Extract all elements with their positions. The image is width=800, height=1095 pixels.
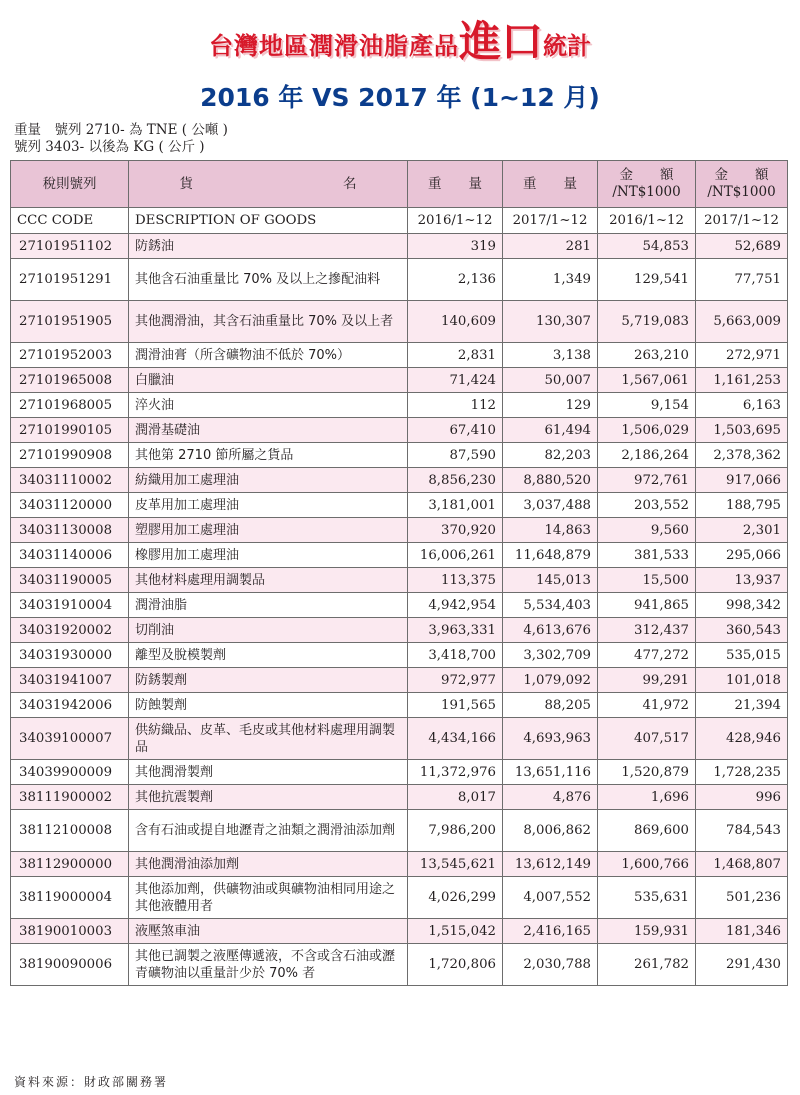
cell-weight-2017: 88,205 bbox=[503, 693, 598, 718]
cell-weight-2016: 4,434,166 bbox=[408, 718, 503, 760]
cell-amount-2017: 6,163 bbox=[696, 393, 788, 418]
cell-weight-2017: 130,307 bbox=[503, 301, 598, 343]
table-row bbox=[11, 593, 788, 618]
cell-weight-2017: 5,534,403 bbox=[503, 593, 598, 618]
source-note: 資料來源：財政部關務署 bbox=[14, 1075, 169, 1089]
cell-description: 潤滑基礎油 bbox=[129, 418, 408, 443]
cell-code: 34031920002 bbox=[11, 618, 129, 643]
cell-amount-2016: 1,696 bbox=[598, 785, 696, 810]
cell-weight-2016: 13,545,621 bbox=[408, 852, 503, 877]
cell-weight-2017: 3,302,709 bbox=[503, 643, 598, 668]
cell-description: 其他材料處理用調製品 bbox=[129, 568, 408, 593]
cell-description: 液壓煞車油 bbox=[129, 919, 408, 944]
table-row bbox=[11, 468, 788, 493]
cell-amount-2016: 15,500 bbox=[598, 568, 696, 593]
cell-weight-2017: 3,138 bbox=[503, 343, 598, 368]
cell-amount-2016: 1,506,029 bbox=[598, 418, 696, 443]
unit-note-2: 號列 3403- 以後為 KG ( 公斤 ) bbox=[14, 139, 205, 155]
cell-code: 38190010003 bbox=[11, 919, 129, 944]
cell-amount-2016: 99,291 bbox=[598, 668, 696, 693]
table-row bbox=[11, 944, 788, 986]
cell-amount-2016: 972,761 bbox=[598, 468, 696, 493]
header-amount-2016-line2: /NT$1000 bbox=[612, 184, 681, 200]
cell-amount-2017: 272,971 bbox=[696, 343, 788, 368]
cell-weight-2017: 1,349 bbox=[503, 259, 598, 301]
table-row bbox=[11, 668, 788, 693]
header-amount-2017 bbox=[696, 161, 788, 208]
cell-amount-2017: 181,346 bbox=[696, 919, 788, 944]
cell-amount-2016: 9,154 bbox=[598, 393, 696, 418]
table-row bbox=[11, 618, 788, 643]
cell-amount-2017: 360,543 bbox=[696, 618, 788, 643]
cell-code: 27101951291 bbox=[11, 259, 129, 301]
cell-description: 潤滑油膏（所含礦物油不低於 70%） bbox=[129, 343, 408, 368]
cell-code: 27101951102 bbox=[11, 234, 129, 259]
cell-weight-2016: 4,942,954 bbox=[408, 593, 503, 618]
cell-amount-2017: 501,236 bbox=[696, 877, 788, 919]
table-row bbox=[11, 234, 788, 259]
cell-amount-2017: 5,663,009 bbox=[696, 301, 788, 343]
cell-code: 38119000004 bbox=[11, 877, 129, 919]
table-row bbox=[11, 518, 788, 543]
cell-weight-2016: 67,410 bbox=[408, 418, 503, 443]
cell-code: 38112900000 bbox=[11, 852, 129, 877]
cell-weight-2016: 4,026,299 bbox=[408, 877, 503, 919]
table-row bbox=[11, 418, 788, 443]
cell-description: 其他潤滑製劑 bbox=[129, 760, 408, 785]
table-row bbox=[11, 443, 788, 468]
cell-weight-2016: 113,375 bbox=[408, 568, 503, 593]
cell-weight-2017: 13,651,116 bbox=[503, 760, 598, 785]
cell-amount-2016: 535,631 bbox=[598, 877, 696, 919]
table-row bbox=[11, 693, 788, 718]
table-row bbox=[11, 919, 788, 944]
cell-weight-2017: 13,612,149 bbox=[503, 852, 598, 877]
cell-description: 其他潤滑油，其含石油重量比 70% 及以上者 bbox=[129, 301, 408, 343]
cell-amount-2017: 1,728,235 bbox=[696, 760, 788, 785]
header-amount-2016 bbox=[598, 161, 696, 208]
cell-weight-2016: 3,418,700 bbox=[408, 643, 503, 668]
cell-weight-2017: 82,203 bbox=[503, 443, 598, 468]
cell-weight-2016: 71,424 bbox=[408, 368, 503, 393]
header-weight-2017: 重 量 bbox=[503, 161, 598, 208]
cell-code: 34031130008 bbox=[11, 518, 129, 543]
table-row bbox=[11, 259, 788, 301]
cell-code: 27101952003 bbox=[11, 343, 129, 368]
cell-code: 27101990908 bbox=[11, 443, 129, 468]
cell-weight-2016: 8,017 bbox=[408, 785, 503, 810]
cell-amount-2016: 2,186,264 bbox=[598, 443, 696, 468]
cell-amount-2016: 312,437 bbox=[598, 618, 696, 643]
cell-description: 其他添加劑，供礦物油或與礦物油相同用途之其他液體用者 bbox=[129, 877, 408, 919]
subheader-amount-2017: 2017/1~12 bbox=[696, 208, 788, 234]
cell-code: 27101965008 bbox=[11, 368, 129, 393]
cell-weight-2016: 370,920 bbox=[408, 518, 503, 543]
cell-description: 白臘油 bbox=[129, 368, 408, 393]
cell-code: 34031930000 bbox=[11, 643, 129, 668]
cell-description: 供紡織品、皮革、毛皮或其他材料處理用調製品 bbox=[129, 718, 408, 760]
cell-amount-2017: 1,161,253 bbox=[696, 368, 788, 393]
cell-amount-2017: 2,378,362 bbox=[696, 443, 788, 468]
cell-description: 塑膠用加工處理油 bbox=[129, 518, 408, 543]
cell-description: 橡膠用加工處理油 bbox=[129, 543, 408, 568]
cell-code: 27101990105 bbox=[11, 418, 129, 443]
cell-code: 34031941007 bbox=[11, 668, 129, 693]
cell-amount-2016: 381,533 bbox=[598, 543, 696, 568]
header-code: 稅則號列 bbox=[11, 161, 129, 208]
cell-weight-2016: 2,831 bbox=[408, 343, 503, 368]
cell-weight-2017: 145,013 bbox=[503, 568, 598, 593]
cell-description: 其他潤滑油添加劑 bbox=[129, 852, 408, 877]
table-row bbox=[11, 643, 788, 668]
cell-code: 27101951905 bbox=[11, 301, 129, 343]
header-goods-right: 名 bbox=[343, 175, 357, 192]
cell-weight-2016: 972,977 bbox=[408, 668, 503, 693]
table-row bbox=[11, 718, 788, 760]
cell-weight-2016: 3,181,001 bbox=[408, 493, 503, 518]
page-subtitle: 2016 年 VS 2017 年 (1~12 月) bbox=[200, 83, 600, 112]
cell-amount-2016: 869,600 bbox=[598, 810, 696, 852]
header-amount-2017-line1: 金 額 bbox=[714, 167, 769, 183]
cell-weight-2016: 1,515,042 bbox=[408, 919, 503, 944]
cell-code: 27101968005 bbox=[11, 393, 129, 418]
cell-weight-2017: 4,007,552 bbox=[503, 877, 598, 919]
subheader-weight-2016: 2016/1~12 bbox=[408, 208, 503, 234]
cell-weight-2016: 3,963,331 bbox=[408, 618, 503, 643]
cell-weight-2017: 3,037,488 bbox=[503, 493, 598, 518]
cell-amount-2017: 291,430 bbox=[696, 944, 788, 986]
cell-weight-2016: 1,720,806 bbox=[408, 944, 503, 986]
subheader-amount-2016: 2016/1~12 bbox=[598, 208, 696, 234]
cell-weight-2016: 112 bbox=[408, 393, 503, 418]
cell-code: 34039100007 bbox=[11, 718, 129, 760]
cell-description: 潤滑油脂 bbox=[129, 593, 408, 618]
cell-weight-2017: 8,880,520 bbox=[503, 468, 598, 493]
cell-description: 其他含石油重量比 70% 及以上之摻配油料 bbox=[129, 259, 408, 301]
cell-amount-2017: 784,543 bbox=[696, 810, 788, 852]
table-row bbox=[11, 493, 788, 518]
cell-weight-2016: 16,006,261 bbox=[408, 543, 503, 568]
cell-code: 34031140006 bbox=[11, 543, 129, 568]
cell-weight-2016: 319 bbox=[408, 234, 503, 259]
title-part-3: 統計 bbox=[543, 32, 591, 60]
cell-weight-2016: 11,372,976 bbox=[408, 760, 503, 785]
cell-amount-2016: 159,931 bbox=[598, 919, 696, 944]
cell-code: 34039900009 bbox=[11, 760, 129, 785]
header-amount-2016-line1: 金 額 bbox=[619, 167, 674, 183]
table-row bbox=[11, 760, 788, 785]
cell-amount-2017: 188,795 bbox=[696, 493, 788, 518]
cell-code: 34031910004 bbox=[11, 593, 129, 618]
cell-description: 其他抗震製劑 bbox=[129, 785, 408, 810]
cell-amount-2016: 5,719,083 bbox=[598, 301, 696, 343]
cell-weight-2016: 7,986,200 bbox=[408, 810, 503, 852]
cell-amount-2017: 101,018 bbox=[696, 668, 788, 693]
cell-amount-2017: 77,751 bbox=[696, 259, 788, 301]
cell-amount-2016: 1,520,879 bbox=[598, 760, 696, 785]
cell-amount-2017: 52,689 bbox=[696, 234, 788, 259]
table-row bbox=[11, 810, 788, 852]
header-goods bbox=[129, 161, 408, 208]
cell-amount-2017: 428,946 bbox=[696, 718, 788, 760]
cell-description: 紡織用加工處理油 bbox=[129, 468, 408, 493]
cell-code: 34031942006 bbox=[11, 693, 129, 718]
cell-code: 34031190005 bbox=[11, 568, 129, 593]
cell-amount-2017: 1,468,807 bbox=[696, 852, 788, 877]
cell-weight-2016: 191,565 bbox=[408, 693, 503, 718]
cell-weight-2016: 2,136 bbox=[408, 259, 503, 301]
title-part-1: 台灣地區潤滑油脂產品 bbox=[208, 32, 459, 60]
cell-weight-2017: 129 bbox=[503, 393, 598, 418]
cell-code: 38112100008 bbox=[11, 810, 129, 852]
cell-description: 含有石油或提自地瀝青之油類之潤滑油添加劑 bbox=[129, 810, 408, 852]
cell-amount-2017: 998,342 bbox=[696, 593, 788, 618]
cell-weight-2017: 14,863 bbox=[503, 518, 598, 543]
cell-description: 皮革用加工處理油 bbox=[129, 493, 408, 518]
header-goods-left: 貨 bbox=[179, 175, 193, 192]
cell-weight-2017: 4,613,676 bbox=[503, 618, 598, 643]
cell-amount-2016: 9,560 bbox=[598, 518, 696, 543]
cell-weight-2017: 8,006,862 bbox=[503, 810, 598, 852]
cell-amount-2016: 407,517 bbox=[598, 718, 696, 760]
cell-amount-2017: 917,066 bbox=[696, 468, 788, 493]
cell-amount-2016: 41,972 bbox=[598, 693, 696, 718]
cell-amount-2017: 996 bbox=[696, 785, 788, 810]
import-statistics-table bbox=[10, 160, 788, 986]
table-row bbox=[11, 877, 788, 919]
cell-amount-2017: 13,937 bbox=[696, 568, 788, 593]
unit-note-1: 重量 號列 2710- 為 TNE ( 公噸 ) bbox=[14, 122, 228, 138]
cell-weight-2017: 4,876 bbox=[503, 785, 598, 810]
cell-weight-2016: 140,609 bbox=[408, 301, 503, 343]
cell-amount-2016: 203,552 bbox=[598, 493, 696, 518]
cell-amount-2017: 1,503,695 bbox=[696, 418, 788, 443]
cell-amount-2016: 263,210 bbox=[598, 343, 696, 368]
cell-weight-2017: 11,648,879 bbox=[503, 543, 598, 568]
cell-weight-2016: 8,856,230 bbox=[408, 468, 503, 493]
cell-weight-2017: 4,693,963 bbox=[503, 718, 598, 760]
cell-description: 其他第 2710 節所屬之貨品 bbox=[129, 443, 408, 468]
title-part-2: 進口 bbox=[458, 17, 543, 66]
cell-weight-2017: 2,416,165 bbox=[503, 919, 598, 944]
cell-code: 34031110002 bbox=[11, 468, 129, 493]
subheader-weight-2017: 2017/1~12 bbox=[503, 208, 598, 234]
cell-description: 淬火油 bbox=[129, 393, 408, 418]
table-subheader-row bbox=[11, 208, 788, 234]
subheader-desc: DESCRIPTION OF GOODS bbox=[129, 208, 408, 234]
cell-amount-2016: 477,272 bbox=[598, 643, 696, 668]
cell-code: 38190090006 bbox=[11, 944, 129, 986]
cell-description: 其他已調製之液壓傳遞液，不含或含石油或瀝青礦物油以重量計少於 70% 者 bbox=[129, 944, 408, 986]
table-row bbox=[11, 568, 788, 593]
cell-weight-2017: 61,494 bbox=[503, 418, 598, 443]
cell-amount-2016: 941,865 bbox=[598, 593, 696, 618]
cell-description: 切削油 bbox=[129, 618, 408, 643]
cell-weight-2017: 50,007 bbox=[503, 368, 598, 393]
cell-description: 防銹製劑 bbox=[129, 668, 408, 693]
cell-amount-2016: 1,600,766 bbox=[598, 852, 696, 877]
subheader-code: CCC CODE bbox=[11, 208, 129, 234]
cell-description: 防銹油 bbox=[129, 234, 408, 259]
cell-weight-2017: 2,030,788 bbox=[503, 944, 598, 986]
cell-description: 離型及脫模製劑 bbox=[129, 643, 408, 668]
cell-code: 34031120000 bbox=[11, 493, 129, 518]
table-row bbox=[11, 368, 788, 393]
cell-amount-2016: 1,567,061 bbox=[598, 368, 696, 393]
table-row bbox=[11, 785, 788, 810]
cell-weight-2017: 281 bbox=[503, 234, 598, 259]
table-row bbox=[11, 852, 788, 877]
cell-amount-2016: 129,541 bbox=[598, 259, 696, 301]
cell-weight-2017: 1,079,092 bbox=[503, 668, 598, 693]
table-header-row bbox=[11, 161, 788, 208]
cell-description: 防蝕製劑 bbox=[129, 693, 408, 718]
table-row bbox=[11, 301, 788, 343]
header-amount-2017-line2: /NT$1000 bbox=[707, 184, 776, 200]
page-title bbox=[0, 12, 800, 72]
cell-amount-2016: 261,782 bbox=[598, 944, 696, 986]
cell-amount-2016: 54,853 bbox=[598, 234, 696, 259]
table-row bbox=[11, 343, 788, 368]
cell-code: 38111900002 bbox=[11, 785, 129, 810]
cell-amount-2017: 535,015 bbox=[696, 643, 788, 668]
cell-amount-2017: 21,394 bbox=[696, 693, 788, 718]
header-weight-2016: 重 量 bbox=[408, 161, 503, 208]
table-row bbox=[11, 543, 788, 568]
table-row bbox=[11, 393, 788, 418]
cell-amount-2017: 2,301 bbox=[696, 518, 788, 543]
cell-amount-2017: 295,066 bbox=[696, 543, 788, 568]
cell-weight-2016: 87,590 bbox=[408, 443, 503, 468]
